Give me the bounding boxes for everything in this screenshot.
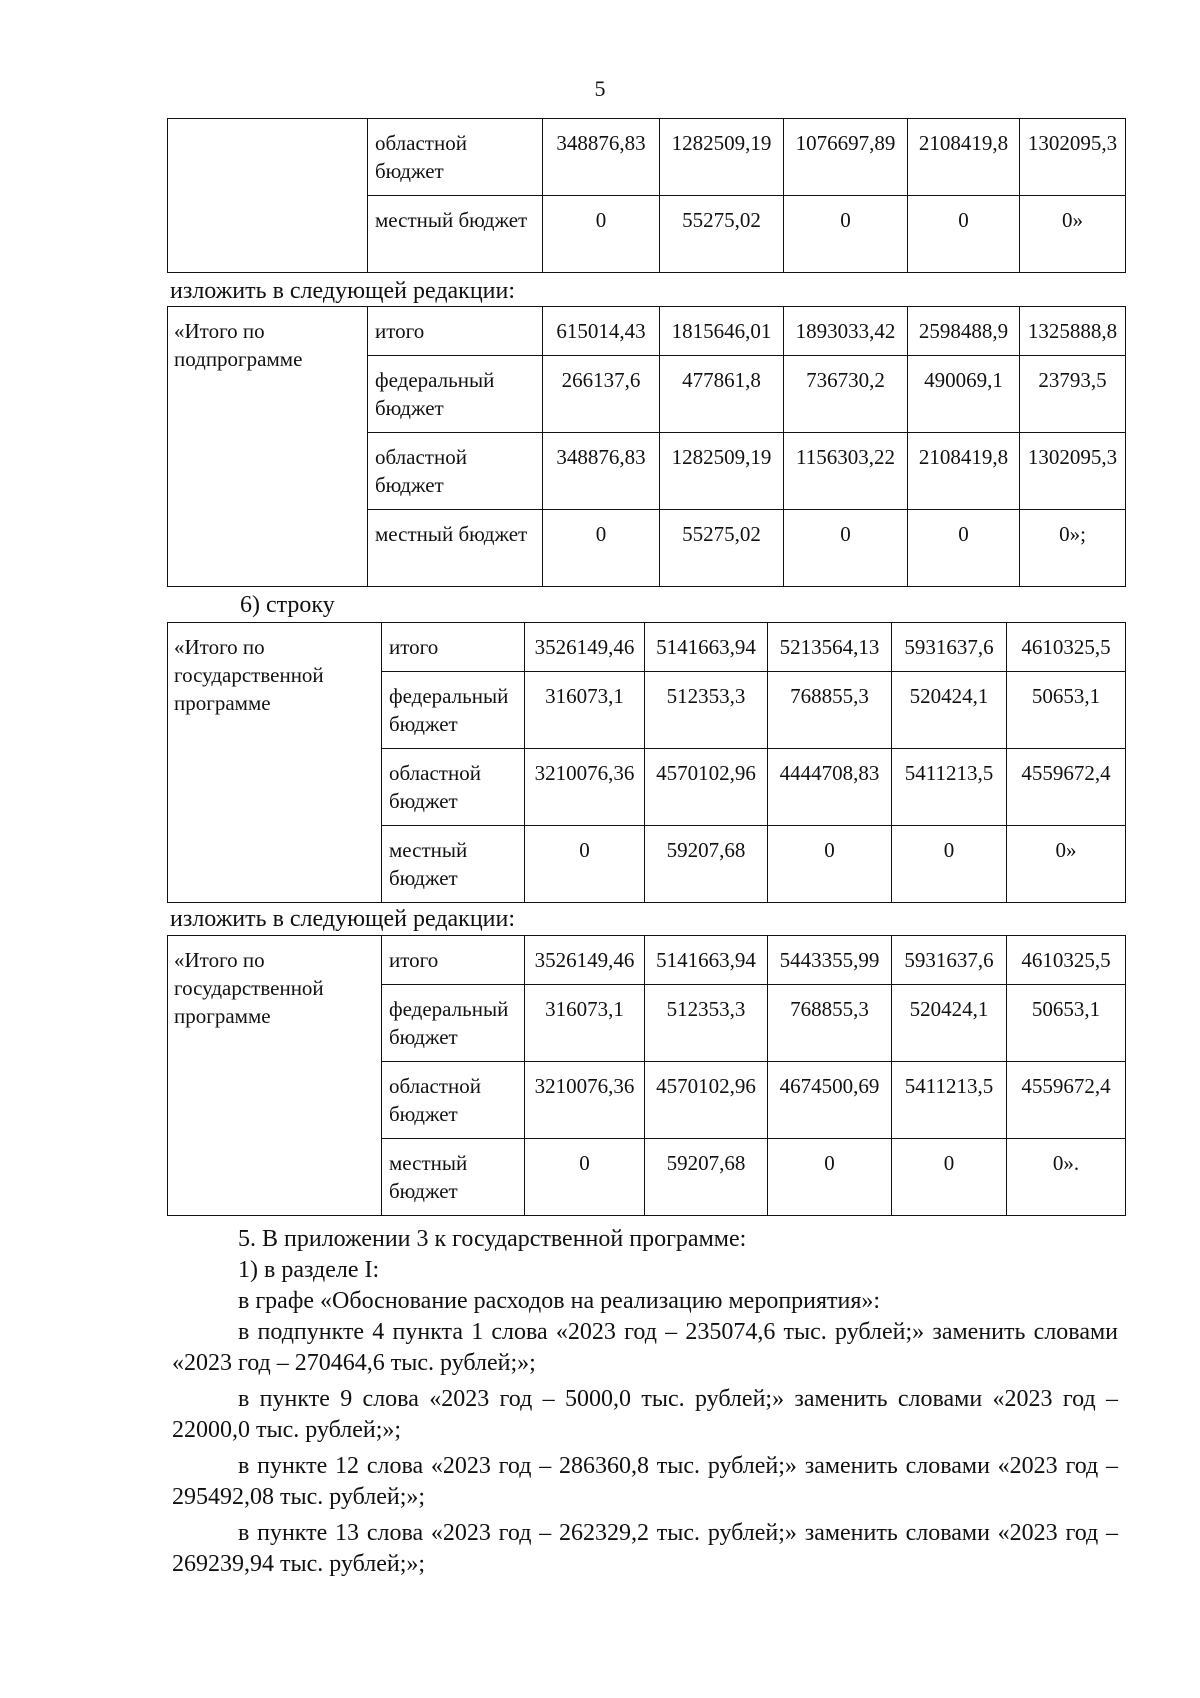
row-label: областной бюджет: [368, 119, 543, 196]
table-row: [168, 936, 1126, 985]
section-heading: изложить в следующей редакции:: [170, 906, 516, 932]
value-cell: 4559672,4: [1007, 1062, 1126, 1139]
value-cell: 0».: [1007, 1139, 1126, 1216]
paragraph: в графе «Обоснование расходов на реализацию мероприятия»:: [238, 1288, 881, 1314]
value-cell: 1302095,3: [1020, 433, 1126, 510]
value-cell: 23793,5: [1020, 356, 1126, 433]
value-cell: 55275,02: [660, 196, 784, 273]
value-cell: 0: [892, 826, 1007, 903]
paragraph: 1) в разделе I:: [238, 1257, 380, 1283]
value-cell: 520424,1: [892, 672, 1007, 749]
value-cell: 736730,2: [784, 356, 908, 433]
value-cell: 1076697,89: [784, 119, 908, 196]
value-cell: 3526149,46: [525, 623, 645, 672]
paragraph: в подпункте 4 пункта 1 слова «2023 год – 235074,6 тыс. рублей;» заменить словами «2023 год – 270464,6 тыс. рублей;»;: [172, 1319, 1118, 1376]
table-subprogram-old-tail: [167, 118, 1126, 273]
value-cell: 5931637,6: [892, 936, 1007, 985]
value-cell: 615014,43: [543, 307, 660, 356]
value-cell: 0: [908, 510, 1020, 587]
row-label: местный бюджет: [382, 826, 525, 903]
value-cell: 5931637,6: [892, 623, 1007, 672]
section-heading: изложить в следующей редакции:: [170, 278, 516, 304]
value-cell: 0: [525, 826, 645, 903]
row-label: областной бюджет: [382, 1062, 525, 1139]
value-cell: 348876,83: [543, 119, 660, 196]
row-label: федеральный бюджет: [368, 356, 543, 433]
value-cell: 5141663,94: [645, 623, 768, 672]
row-head-cell: «Итого по государственной программе: [168, 623, 382, 903]
value-cell: 1282509,19: [660, 433, 784, 510]
value-cell: 316073,1: [525, 672, 645, 749]
value-cell: 0: [768, 1139, 892, 1216]
row-label: местный бюджет: [368, 510, 543, 587]
value-cell: 4610325,5: [1007, 623, 1126, 672]
value-cell: 3526149,46: [525, 936, 645, 985]
value-cell: 2108419,8: [908, 119, 1020, 196]
row-label: местный бюджет: [382, 1139, 525, 1216]
value-cell: 477861,8: [660, 356, 784, 433]
page-number: 5: [594, 76, 606, 101]
table-program-new: [167, 935, 1126, 1216]
value-cell: 266137,6: [543, 356, 660, 433]
value-cell: 4444708,83: [768, 749, 892, 826]
value-cell: 5411213,5: [892, 749, 1007, 826]
paragraph: в пункте 9 слова «2023 год – 5000,0 тыс. рублей;» заменить словами «2023 год – 22000,0 тыс. рублей;»;: [172, 1386, 1118, 1443]
value-cell: 512353,3: [645, 672, 768, 749]
value-cell: 1325888,8: [1020, 307, 1126, 356]
value-cell: 768855,3: [768, 985, 892, 1062]
value-cell: 5411213,5: [892, 1062, 1007, 1139]
value-cell: 55275,02: [660, 510, 784, 587]
value-cell: 59207,68: [645, 1139, 768, 1216]
table-subprogram-new: [167, 306, 1126, 587]
value-cell: 768855,3: [768, 672, 892, 749]
row-label: областной бюджет: [382, 749, 525, 826]
row-label: областной бюджет: [368, 433, 543, 510]
paragraph: в пункте 12 слова «2023 год – 286360,8 тыс. рублей;» заменить словами «2023 год – 295492,08 тыс. рублей;»;: [172, 1453, 1118, 1510]
value-cell: 4570102,96: [645, 749, 768, 826]
row-label: местный бюджет: [368, 196, 543, 273]
value-cell: 1815646,01: [660, 307, 784, 356]
value-cell: 3210076,36: [525, 749, 645, 826]
paragraph: в пункте 13 слова «2023 год – 262329,2 тыс. рублей;» заменить словами «2023 год – 269239,94 тыс. рублей;»;: [172, 1520, 1118, 1577]
value-cell: 1893033,42: [784, 307, 908, 356]
table-program-old: [167, 622, 1126, 903]
value-cell: 348876,83: [543, 433, 660, 510]
value-cell: 5213564,13: [768, 623, 892, 672]
row-label: итого: [382, 623, 525, 672]
value-cell: 0: [543, 196, 660, 273]
value-cell: 5443355,99: [768, 936, 892, 985]
value-cell: 4570102,96: [645, 1062, 768, 1139]
row-head-cell: «Итого по подпрограмме: [168, 307, 368, 587]
value-cell: 512353,3: [645, 985, 768, 1062]
value-cell: 490069,1: [908, 356, 1020, 433]
value-cell: 2108419,8: [908, 433, 1020, 510]
value-cell: 316073,1: [525, 985, 645, 1062]
value-cell: 50653,1: [1007, 672, 1126, 749]
value-cell: 1156303,22: [784, 433, 908, 510]
section-heading: 6) строку: [240, 592, 335, 618]
value-cell: 5141663,94: [645, 936, 768, 985]
value-cell: 1302095,3: [1020, 119, 1126, 196]
value-cell: 2598488,9: [908, 307, 1020, 356]
row-head-cell: «Итого по государственной программе: [168, 936, 382, 1216]
value-cell: 520424,1: [892, 985, 1007, 1062]
value-cell: 0: [908, 196, 1020, 273]
table-row: [168, 623, 1126, 672]
value-cell: 4610325,5: [1007, 936, 1126, 985]
row-label: федеральный бюджет: [382, 985, 525, 1062]
value-cell: 0»;: [1020, 510, 1126, 587]
value-cell: 0: [543, 510, 660, 587]
value-cell: 0: [525, 1139, 645, 1216]
value-cell: 0: [892, 1139, 1007, 1216]
value-cell: 3210076,36: [525, 1062, 645, 1139]
paragraph: 5. В приложении 3 к государственной программе:: [238, 1226, 747, 1252]
value-cell: 4674500,69: [768, 1062, 892, 1139]
value-cell: 0: [784, 510, 908, 587]
table-row: [168, 307, 1126, 356]
value-cell: 50653,1: [1007, 985, 1126, 1062]
value-cell: 0»: [1007, 826, 1126, 903]
value-cell: 0: [784, 196, 908, 273]
table-row: [168, 119, 1126, 196]
row-label: федеральный бюджет: [382, 672, 525, 749]
value-cell: 0»: [1020, 196, 1126, 273]
value-cell: 0: [768, 826, 892, 903]
row-head-cell: [168, 119, 368, 273]
row-label: итого: [368, 307, 543, 356]
row-label: итого: [382, 936, 525, 985]
value-cell: 4559672,4: [1007, 749, 1126, 826]
value-cell: 59207,68: [645, 826, 768, 903]
value-cell: 1282509,19: [660, 119, 784, 196]
